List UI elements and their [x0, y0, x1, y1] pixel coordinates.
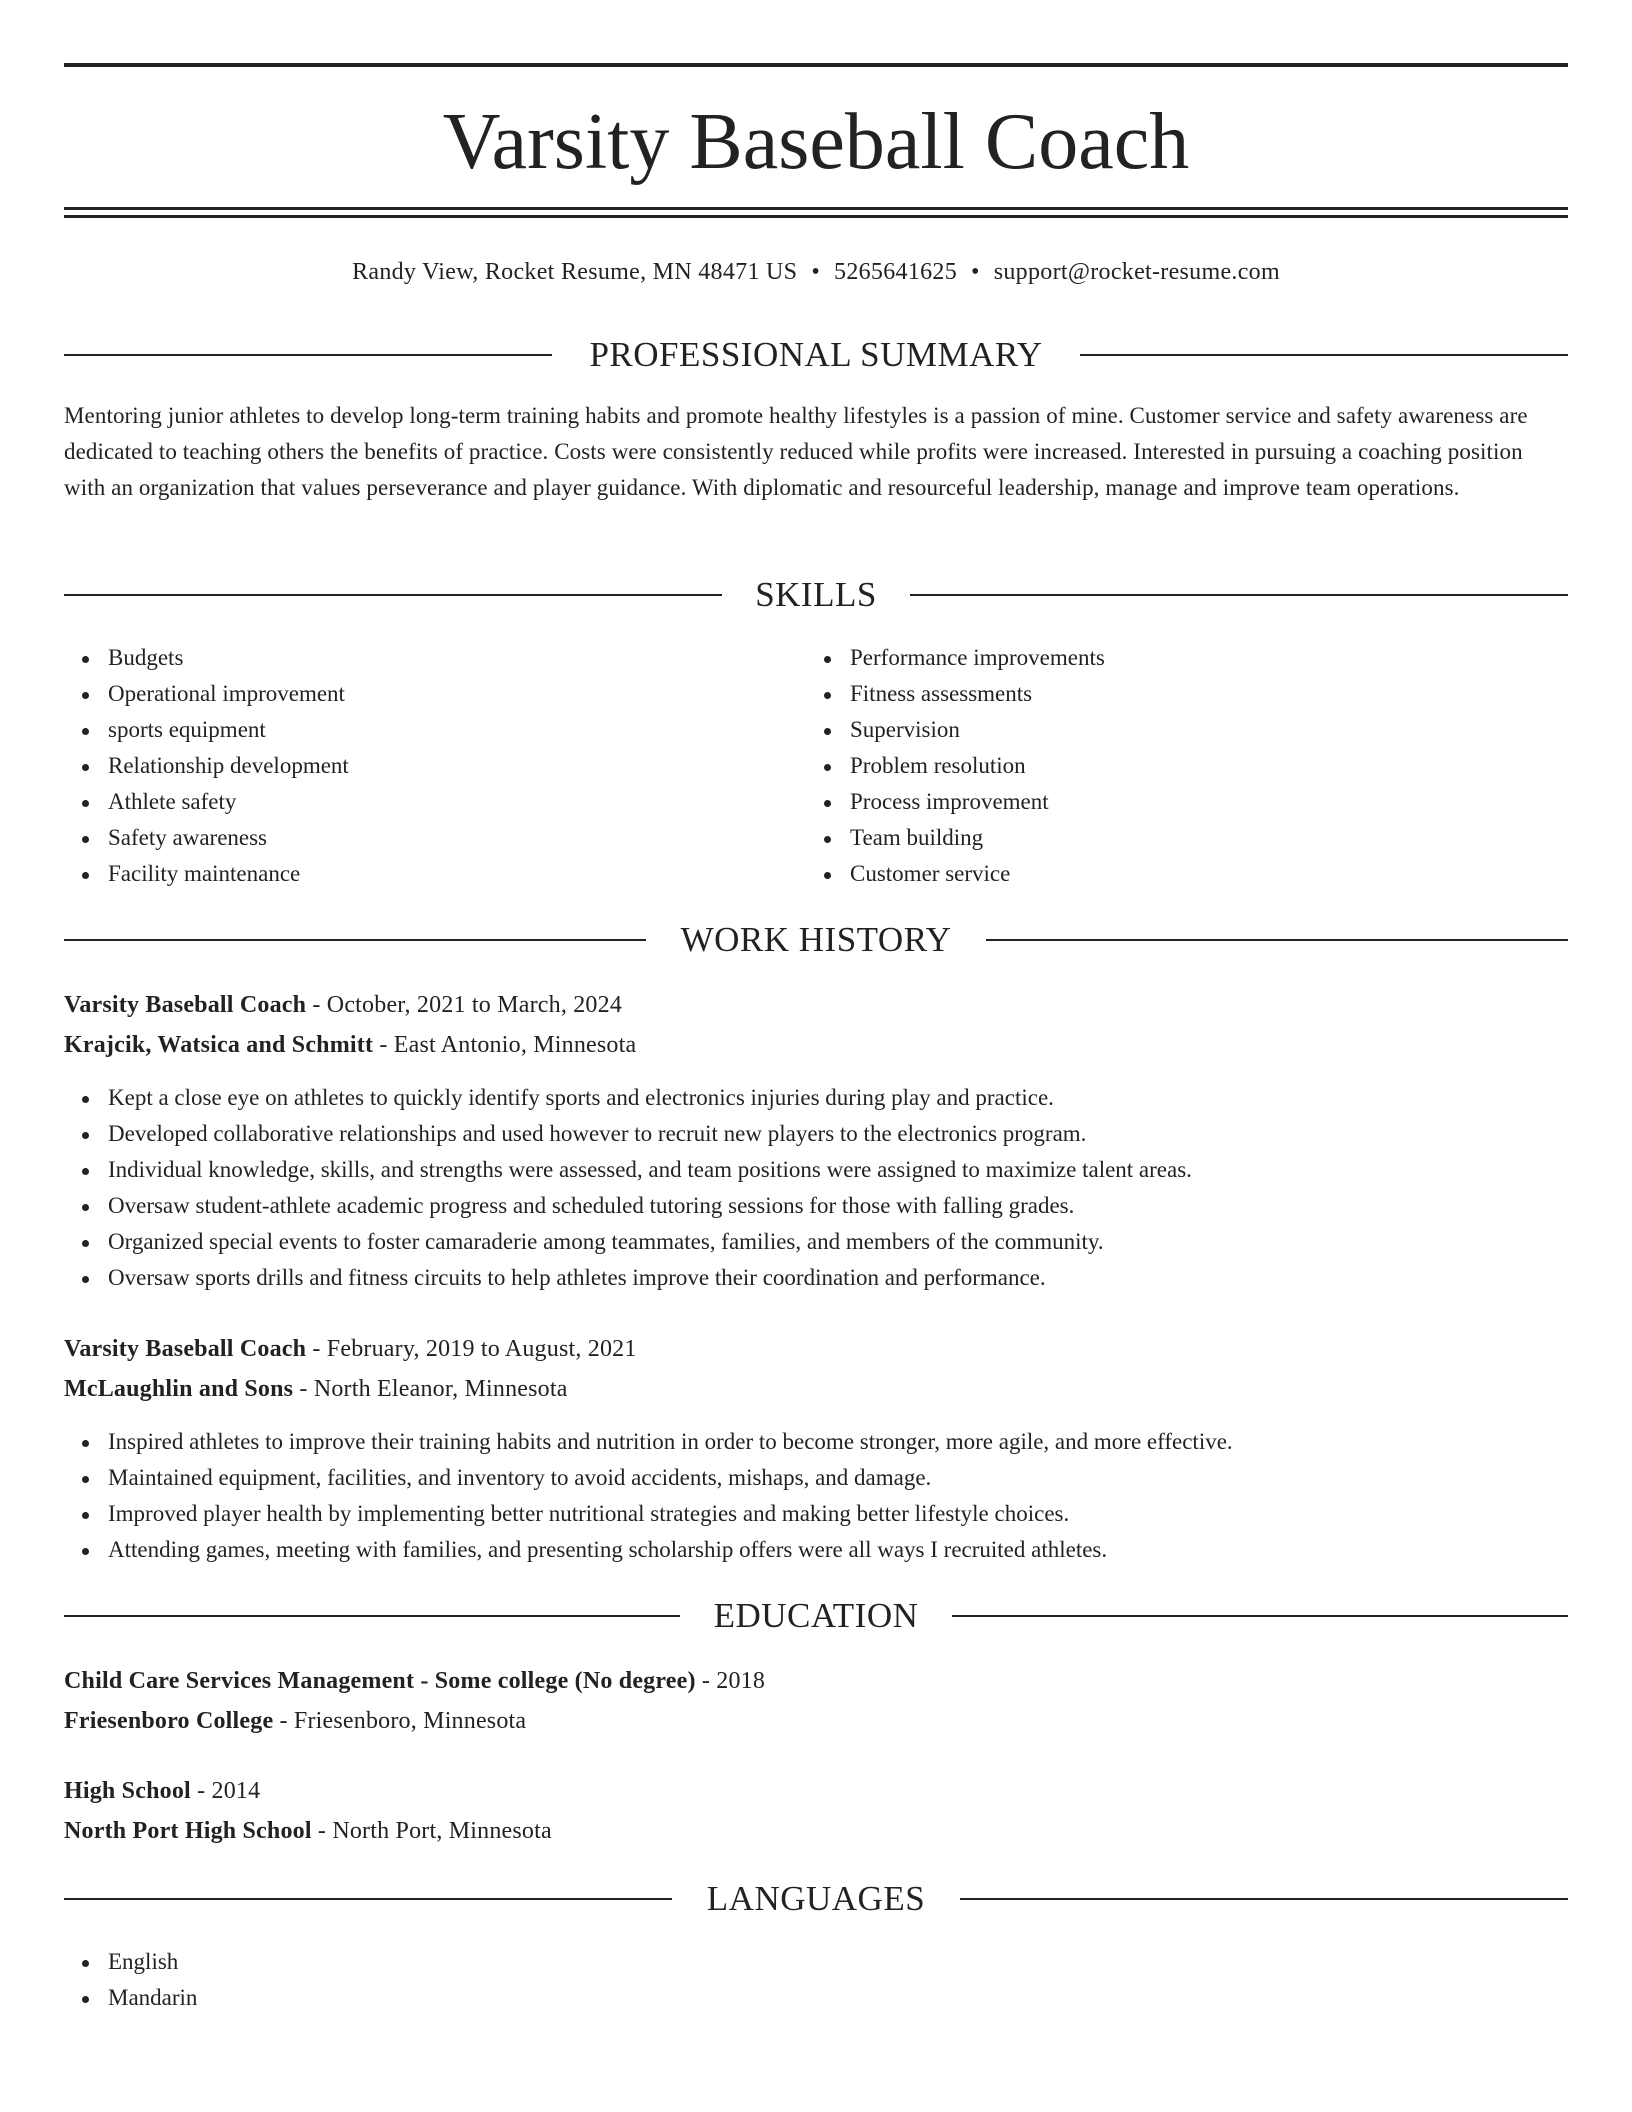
education-school-line: [64, 1701, 1568, 1741]
education-location: - Friesenboro, Minnesota: [273, 1708, 527, 1734]
heading-rule-right: [960, 1898, 1568, 1900]
contact-email: support@rocket-resume.com: [993, 259, 1280, 285]
education-year: - 2018: [695, 1668, 766, 1694]
heading-rule-right: [986, 939, 1568, 941]
job-duty-item: Inspired athletes to improve their training habits and nutrition in order to become stronger, more agile, and more effective.: [64, 1424, 1568, 1460]
section-heading-languages: [64, 1877, 1568, 1921]
job-duties-list: [64, 1080, 1568, 1296]
section-title: WORK HISTORY: [680, 920, 952, 959]
heading-rule-right: [952, 1615, 1568, 1617]
job-duty-item: Oversaw sports drills and fitness circuits to help athletes improve their coordination and performance.: [64, 1260, 1568, 1296]
languages-list: [64, 1944, 764, 2016]
section-title: PROFESSIONAL SUMMARY: [589, 335, 1043, 374]
skill-item: Relationship development: [64, 748, 764, 784]
contact-address: Randy View, Rocket Resume, MN 48471 US: [352, 259, 798, 285]
header-top-rule: [64, 63, 1568, 67]
skill-item: Safety awareness: [64, 820, 764, 856]
job-title-line: [64, 985, 1568, 1025]
skill-item: Athlete safety: [64, 784, 764, 820]
education-degree-line: [64, 1661, 1568, 1701]
resume-title: Varsity Baseball Coach: [442, 98, 1190, 186]
job-dates: - February, 2019 to August, 2021: [306, 1336, 637, 1362]
heading-rule-right: [1080, 354, 1568, 356]
skill-item: Budgets: [64, 640, 764, 676]
job-employer: McLaughlin and Sons: [64, 1376, 294, 1402]
job-duties-list: [64, 1424, 1568, 1568]
section-heading-summary: [64, 333, 1568, 377]
education-location: - North Port, Minnesota: [311, 1818, 552, 1844]
language-item: English: [64, 1944, 764, 1980]
section-heading-education: [64, 1594, 1568, 1638]
job-duty-item: Kept a close eye on athletes to quickly identify sports and electronics injuries during play and practice.: [64, 1080, 1568, 1116]
contact-line: [0, 255, 1632, 289]
job-employer-line: [64, 1369, 1568, 1409]
job-location: - East Antonio, Minnesota: [373, 1032, 637, 1058]
skill-item: Problem resolution: [806, 748, 1506, 784]
job-employer-line: [64, 1025, 1568, 1065]
skill-item: Customer service: [806, 856, 1506, 892]
skill-item: Supervision: [806, 712, 1506, 748]
job-duty-item: Maintained equipment, facilities, and inventory to avoid accidents, mishaps, and damage.: [64, 1460, 1568, 1496]
skill-item: Team building: [806, 820, 1506, 856]
job-duty-item: Developed collaborative relationships and used however to recruit new players to the electronics program.: [64, 1116, 1568, 1152]
skill-item: Fitness assessments: [806, 676, 1506, 712]
job-title: Varsity Baseball Coach: [64, 1336, 307, 1362]
education-school: North Port High School: [64, 1818, 312, 1844]
header-double-rule-top: [64, 207, 1568, 210]
job-duty-item: Improved player health by implementing better nutritional strategies and making better lifestyle choices.: [64, 1496, 1568, 1532]
skill-item: Facility maintenance: [64, 856, 764, 892]
section-heading-skills: [64, 573, 1568, 617]
skill-item: Process improvement: [806, 784, 1506, 820]
job-duty-item: Organized special events to foster camaraderie among teammates, families, and members of the community.: [64, 1224, 1568, 1260]
skill-item: Performance improvements: [806, 640, 1506, 676]
education-school-line: [64, 1811, 1568, 1851]
section-title: EDUCATION: [713, 1596, 919, 1635]
language-item: Mandarin: [64, 1980, 764, 2016]
education-degree: Child Care Services Management - Some college (No degree): [64, 1668, 696, 1694]
skill-item: sports equipment: [64, 712, 764, 748]
heading-rule-right: [910, 594, 1568, 596]
job-dates: - October, 2021 to March, 2024: [306, 992, 623, 1018]
section-title: LANGUAGES: [706, 1879, 926, 1918]
section-title: SKILLS: [755, 575, 877, 614]
contact-phone: 5265641625: [834, 259, 958, 285]
skills-list-left: [64, 640, 764, 892]
education-degree-line: [64, 1771, 1568, 1811]
skills-list-right: [806, 640, 1506, 892]
contact-separator: •: [811, 259, 821, 285]
job-duty-item: Attending games, meeting with families, and presenting scholarship offers were all ways I recruited athletes.: [64, 1532, 1568, 1568]
job-duty-item: Individual knowledge, skills, and strengths were assessed, and team positions were assigned to maximize talent areas.: [64, 1152, 1568, 1188]
education-degree: High School: [64, 1778, 191, 1804]
job-duty-item: Oversaw student-athlete academic progress and scheduled tutoring sessions for those with falling grades.: [64, 1188, 1568, 1224]
section-heading-work-history: [64, 918, 1568, 962]
education-school: Friesenboro College: [64, 1708, 274, 1734]
contact-separator: •: [971, 259, 980, 285]
job-title: Varsity Baseball Coach: [64, 992, 307, 1018]
header-double-rule-bottom: [64, 215, 1568, 218]
education-year: - 2014: [190, 1778, 261, 1804]
job-title-line: [64, 1329, 1568, 1369]
job-employer: Krajcik, Watsica and Schmitt: [64, 1032, 374, 1058]
skill-item: Operational improvement: [64, 676, 764, 712]
job-location: - North Eleanor, Minnesota: [293, 1376, 568, 1402]
summary-text: Mentoring junior athletes to develop long-term training habits and promote healthy lifestyles is a passion of mine. Customer service and safety awareness are dedicated to teaching others the benefits of practice. Costs were consistently reduced while profits were increased. Interested in pursuing a coaching position with an organization that values perseverance and player guidance. With diplomatic and resourceful leadership, manage and improve team operations.: [64, 403, 1528, 500]
